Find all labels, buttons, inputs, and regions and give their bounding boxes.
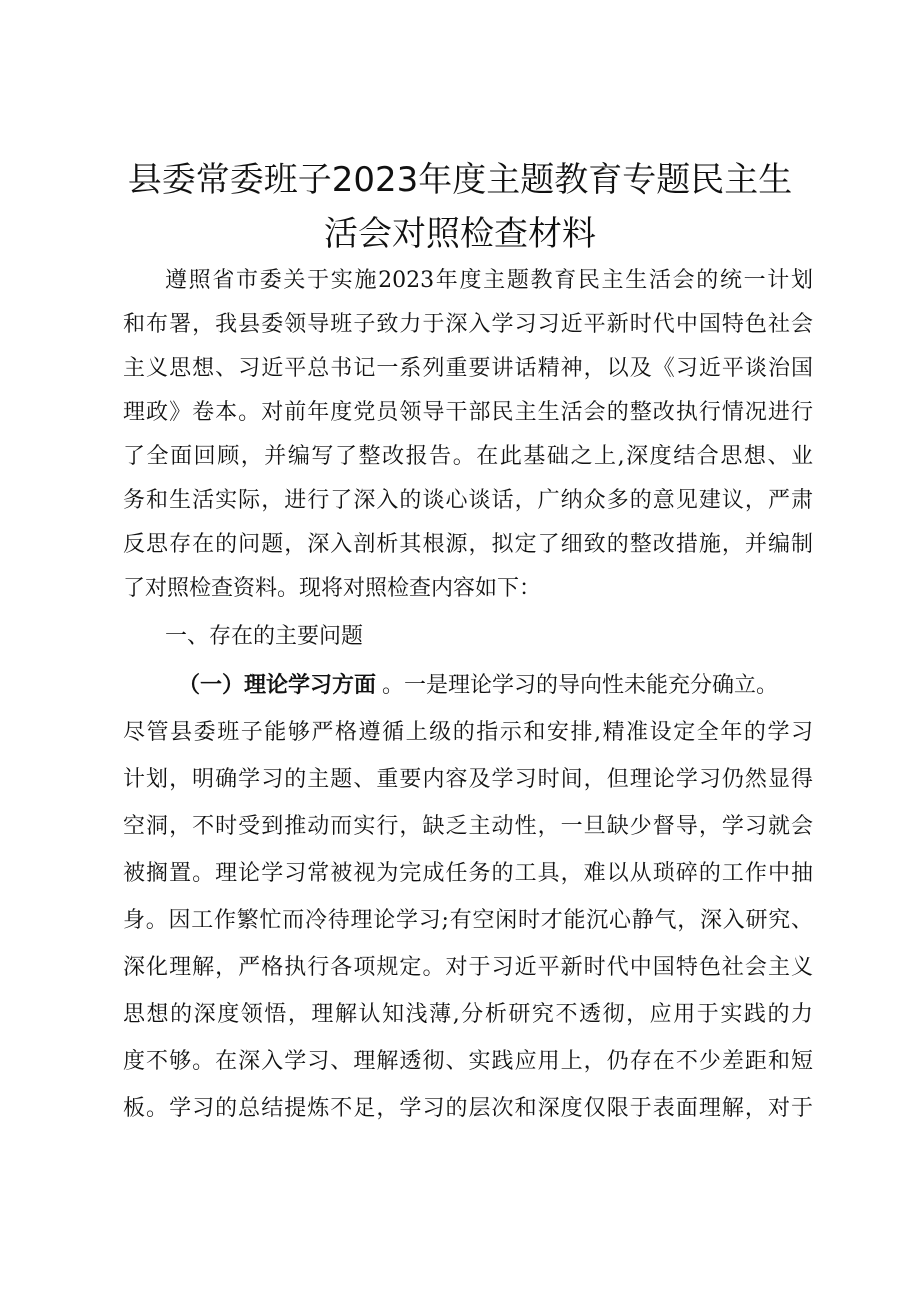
body-line: 空洞，不时受到推动而实行，缺乏主动性，一旦缺少督导，学习就会 — [123, 814, 813, 839]
intro-line: 和布署，我县委领导班子致力于深入学习习近平新时代中国特色社会 — [123, 312, 813, 337]
intro-line: 遵照省市委关于实施2023年度主题教育民主生活会的统一计划 — [165, 268, 813, 293]
intro-line: 了全面回顾，并编写了整改报告。在此基础之上,深度结合思想、业 — [123, 444, 813, 469]
intro-line: 理政》卷本。对前年度党员领导干部民主生活会的整改执行情况进行 — [123, 400, 813, 425]
intro-line: 反思存在的问题，深入剖析其根源，拟定了细致的整改措施，并编制 — [123, 532, 813, 557]
intro-line: 了对照检查资料。现将对照检查内容如下： — [123, 576, 542, 601]
body-line: 深化理解，严格执行各项规定。对于习近平新时代中国特色社会主义 — [123, 955, 813, 980]
body-line: 度不够。在深入学习、理解透彻、实践应用上，仍存在不少差距和短 — [123, 1049, 813, 1074]
body-line: 尽管县委班子能够严格遵循上级的指示和安排,精准设定全年的学习 — [123, 720, 813, 745]
document-title-line2: 活会对照检查材料 — [324, 214, 596, 254]
document-title-line1: 县委常委班子2023年度主题教育专题民主生 — [127, 160, 793, 200]
body-line: 思想的深度领悟，理解认知浅薄,分析研究不透彻，应用于实践的力 — [123, 1002, 813, 1027]
section-heading: 一、存在的主要问题 — [165, 624, 364, 649]
subsection-heading: （一）理论学习方面 — [178, 673, 377, 698]
subsection-first-line — [178, 671, 826, 701]
body-line: 板。学习的总结提炼不足，学习的层次和深度仅限于表面理解，对于 — [123, 1096, 813, 1121]
body-line: 身。因工作繁忙而冷待理论学习;有空闲时才能沉心静气，深入研究、 — [123, 908, 813, 933]
intro-line: 务和生活实际，进行了深入的谈心谈话，广纳众多的意见建议，严肃 — [123, 488, 813, 513]
body-line: 计划，明确学习的主题、重要内容及学习时间，但理论学习仍然显得 — [123, 767, 813, 792]
subsection-first-sentence: 。一是理论学习的导向性未能充分确立。 — [382, 673, 779, 698]
intro-line: 主义思想、习近平总书记一系列重要讲话精神，以及《习近平谈治国 — [123, 356, 813, 381]
body-line: 被搁置。理论学习常被视为完成任务的工具，难以从琐碎的工作中抽 — [123, 861, 813, 886]
